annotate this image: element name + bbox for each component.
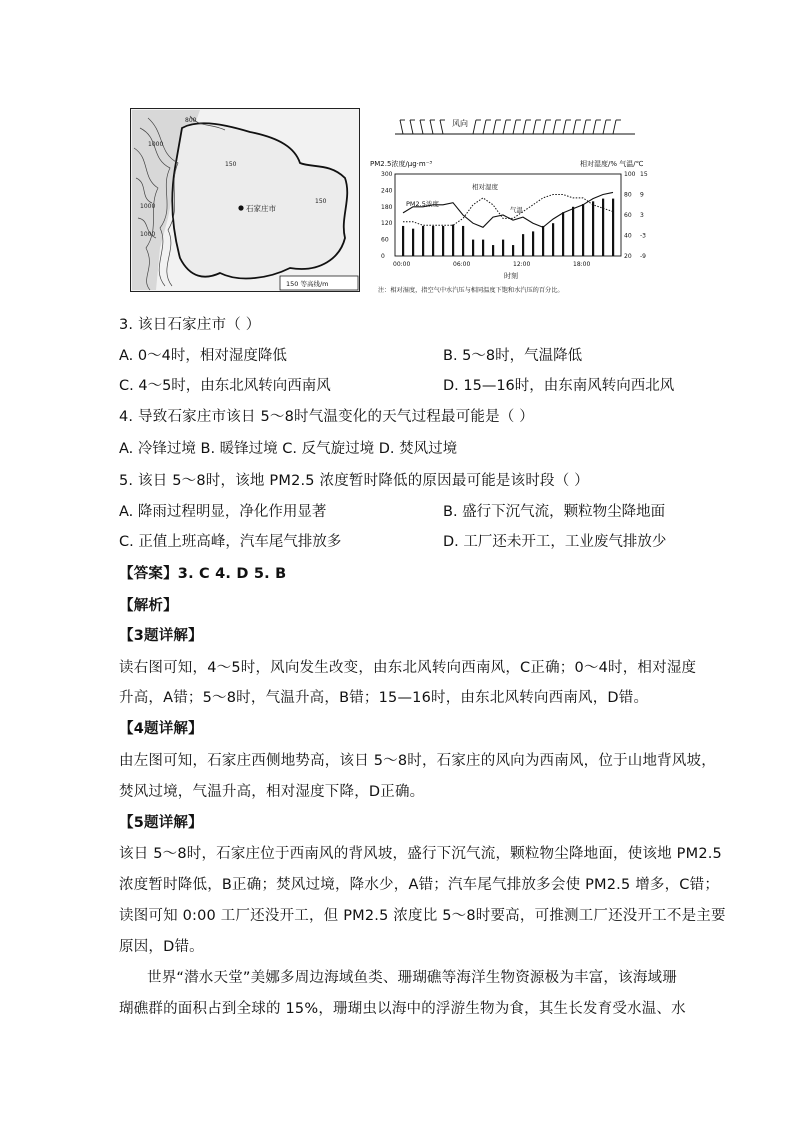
passage-line: 瑚礁群的面积占到全球的 15%，珊瑚虫以海中的浮游生物为食，其生长发育受水温、水 xyxy=(119,1001,686,1017)
wind-barb xyxy=(563,120,566,134)
question-3-option-a: A. 0～4时，相对湿度降低 xyxy=(119,348,287,364)
detail-3-title: 【3题详解】 xyxy=(119,628,203,644)
detail-4-line: 焚风过境，气温升高，相对湿度下降，D正确。 xyxy=(119,784,425,800)
temperature-tick-label: 9 xyxy=(640,191,644,199)
pm25-bar xyxy=(402,226,404,256)
pm25-bar xyxy=(502,240,504,256)
topographic-map xyxy=(130,108,360,292)
answer-line: 【答案】3. C 4. D 5. B xyxy=(119,566,287,582)
wind-barb xyxy=(613,120,616,134)
pm25-bar xyxy=(442,226,444,256)
contour-label: 150 xyxy=(225,161,237,168)
pm25-bar xyxy=(532,231,534,256)
question-5-option-c: C. 正值上班高峰，汽车尾气排放多 xyxy=(119,534,342,550)
right-axis-title: 相对湿度/% 气温/℃ xyxy=(580,160,644,168)
contour-label: 1000 xyxy=(140,203,156,210)
wind-barb xyxy=(420,120,423,134)
pm25-bar xyxy=(552,223,554,256)
detail-5-line: 原因，D错。 xyxy=(119,939,204,955)
wind-barb xyxy=(410,120,413,134)
pm25-bar xyxy=(612,199,614,256)
pm25-bar xyxy=(562,212,564,256)
wind-barb xyxy=(430,120,433,134)
temperature-tick-label: 3 xyxy=(640,212,644,219)
pm25-bar xyxy=(412,229,414,256)
detail-5-line: 浓度暂时降低，B正确；焚风过境，降水少，A错；汽车尾气排放多会使 PM2.5 增多，C错； xyxy=(119,877,720,893)
pm25-bar xyxy=(452,225,454,256)
pm25-bar xyxy=(492,245,494,256)
passage-line: 世界“潜水天堂”美娜多周边海域鱼类、珊瑚礁等海洋生物资源极为丰富，该海域珊 xyxy=(147,970,677,986)
temperature-tick-label: -9 xyxy=(640,253,646,260)
pm25-bar xyxy=(542,226,544,256)
pm25-bar xyxy=(512,245,514,256)
wind-barb xyxy=(543,120,546,134)
temperature-tick-label: -3 xyxy=(640,232,646,240)
temperature-series-label: 气温 xyxy=(510,206,523,214)
detail-5-title: 【5题详解】 xyxy=(119,815,203,831)
pm25-bar xyxy=(422,226,424,256)
question-4-stem: 4. 导致石家庄市该日 5～8时气温变化的天气过程最可能是（ ） xyxy=(119,409,535,425)
humidity-tick-label: 40 xyxy=(624,232,632,240)
wind-barb xyxy=(573,120,576,134)
humidity-tick-label: 80 xyxy=(624,191,632,199)
question-5-option-b: B. 盛行下沉气流，颗粒物尘降地面 xyxy=(443,504,666,520)
wind-barb xyxy=(493,120,496,134)
pm25-bar xyxy=(522,234,524,256)
wind-barb xyxy=(593,120,596,134)
right-axis-ticks xyxy=(624,171,648,260)
x-tick-label: 00:00 xyxy=(393,261,411,268)
question-5-option-d: D. 工厂还未开工，工业废气排放少 xyxy=(443,534,667,550)
wind-barb xyxy=(503,120,506,134)
left-tick-label: 60 xyxy=(381,236,389,244)
wind-barb xyxy=(533,120,536,134)
detail-3-line: 升高，A错；5～8时，气温升高，B错；15—16时，由东北风转向西南风，D错。 xyxy=(119,690,649,706)
question-3-option-d: D. 15—16时，由东南风转向西北风 xyxy=(443,378,675,394)
contour-label: 150 xyxy=(315,198,327,205)
temperature-tick-label: 15 xyxy=(640,171,648,178)
question-4-options: A. 冷锋过境 B. 暖锋过境 C. 反气旋过境 D. 焚风过境 xyxy=(119,441,458,457)
wind-barb xyxy=(483,120,486,134)
wind-barb xyxy=(440,120,443,134)
city-dot xyxy=(238,205,243,210)
left-tick-label: 120 xyxy=(381,220,393,228)
left-tick-label: 180 xyxy=(381,203,393,211)
pm25-bar xyxy=(572,207,574,256)
pm25-bar xyxy=(432,226,434,256)
left-axis-ticks xyxy=(381,171,393,260)
contour-label: 1000 xyxy=(140,231,156,238)
question-3-option-c: C. 4～5时，由东北风转向西南风 xyxy=(119,378,331,394)
humidity-tick-label: 60 xyxy=(624,212,632,219)
pm25-bar xyxy=(482,240,484,256)
pm25-bar xyxy=(602,199,604,256)
x-axis-ticks xyxy=(393,261,590,268)
humidity-series-label: 相对湿度 xyxy=(472,183,498,191)
wind-barb xyxy=(513,120,516,134)
detail-5-line: 读图可知 0:00 工厂还没开工，但 PM2.5 浓度比 5～8时要高，可推测工厂还没开工不是主要 xyxy=(119,908,726,924)
wind-barb xyxy=(603,120,606,134)
x-tick-label: 06:00 xyxy=(453,261,471,268)
wind-label: 风向 xyxy=(452,119,468,128)
question-3-stem: 3. 该日石家庄市（ ） xyxy=(119,317,261,333)
analysis-title: 【解析】 xyxy=(119,598,178,614)
left-tick-label: 0 xyxy=(381,253,385,260)
detail-4-title: 【4题详解】 xyxy=(119,721,203,737)
question-5-stem: 5. 该日 5～8时，该地 PM2.5 浓度暂时降低的原因最可能是该时段（ ） xyxy=(119,473,589,489)
wind-barb xyxy=(400,120,403,134)
question-5-option-a: A. 降雨过程明显，净化作用显著 xyxy=(119,504,327,520)
x-tick-label: 18:00 xyxy=(573,261,591,268)
pm25-series-label: PM2.5浓度 xyxy=(406,200,439,208)
wind-barb xyxy=(523,120,526,134)
detail-3-line: 读右图可知，4～5时，风向发生改变，由东北风转向西南风，C正确；0～4时，相对湿度 xyxy=(119,660,697,676)
left-tick-label: 300 xyxy=(381,171,393,178)
x-tick-label: 12:00 xyxy=(513,261,531,268)
pm25-bar xyxy=(462,226,464,256)
wind-barb xyxy=(583,120,586,134)
question-3-option-b: B. 5～8时，气温降低 xyxy=(443,348,583,364)
pm25-bar xyxy=(472,240,474,256)
pm25-humidity-temperature-chart xyxy=(368,108,656,300)
humidity-line xyxy=(403,192,613,227)
detail-5-line: 该日 5～8时，石家庄位于西南风的背风坡，盛行下沉气流，颗粒物尘降地面，使该地 PM2.5 xyxy=(119,846,722,862)
contour-label: 800 xyxy=(185,117,197,124)
wind-barb xyxy=(553,120,556,134)
chart-note: 注：相对湿度，指空气中水汽压与相同温度下饱和水汽压的百分比。 xyxy=(378,287,564,294)
wind-barbs xyxy=(400,120,621,134)
pm25-bar xyxy=(582,204,584,256)
humidity-tick-label: 100 xyxy=(624,171,636,178)
x-axis-label: 时刻 xyxy=(504,272,518,280)
pm25-bar xyxy=(592,201,594,256)
contour-label: 1000 xyxy=(148,141,164,148)
left-tick-label: 240 xyxy=(381,187,393,195)
map-legend-text: 150 等高线/m xyxy=(286,280,329,288)
city-label: 石家庄市 xyxy=(246,204,276,213)
humidity-tick-label: 20 xyxy=(624,253,632,260)
left-axis-title: PM2.5浓度/μg·m⁻³ xyxy=(370,160,433,168)
detail-4-line: 由左图可知，石家庄西侧地势高，该日 5～8时，石家庄的风向为西南风，位于山地背风坡， xyxy=(119,753,716,769)
wind-barb xyxy=(473,120,476,134)
